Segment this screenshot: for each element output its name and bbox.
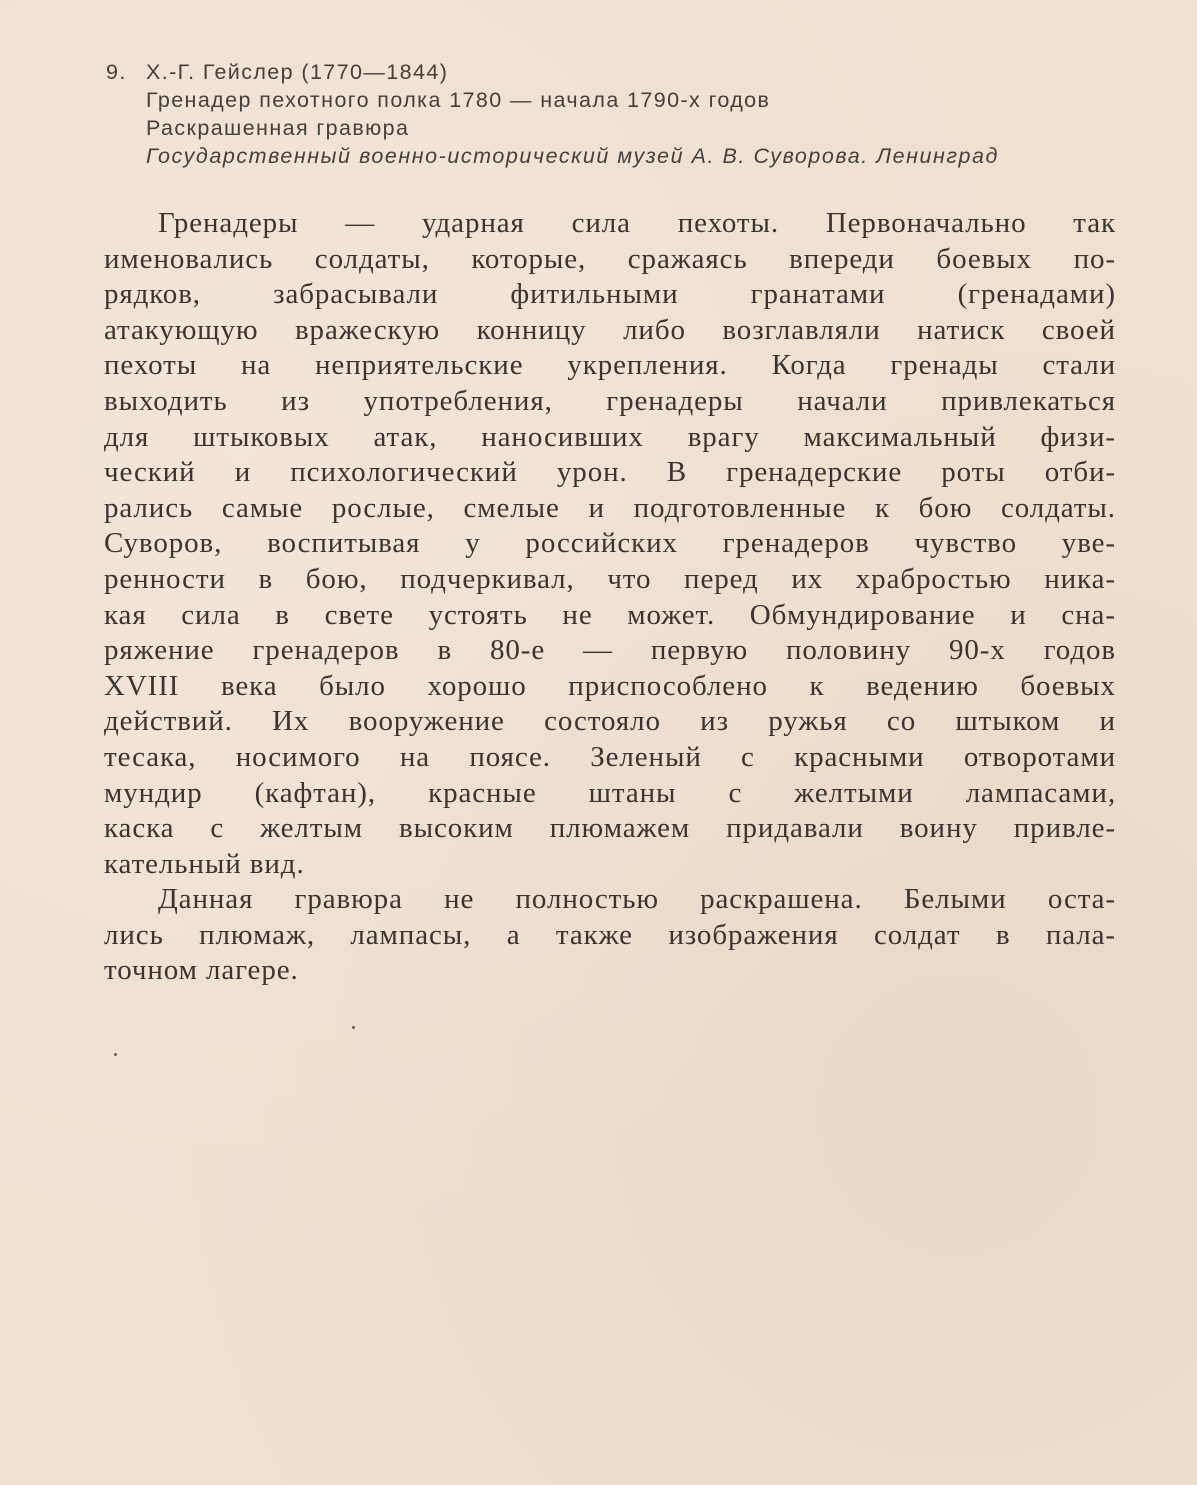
word: перед: [684, 562, 759, 595]
word: отби-: [1044, 456, 1116, 489]
word: и: [588, 491, 605, 524]
text-line: кательный вид.: [104, 847, 305, 880]
word: и: [1010, 598, 1027, 631]
word: самые: [221, 491, 304, 524]
word: именовались: [104, 242, 274, 275]
word: (кафтан),: [254, 776, 377, 809]
word: к: [809, 669, 825, 702]
word: рались: [104, 491, 194, 524]
word: состояло: [544, 705, 661, 738]
word: с: [728, 776, 743, 809]
text-line: [104, 740, 1116, 776]
word: 90-х: [948, 634, 1006, 667]
paragraph-1: [104, 206, 1116, 882]
word: по-: [1073, 242, 1116, 275]
word: действий.: [104, 705, 233, 738]
word: привлекаться: [941, 384, 1116, 417]
caption-author-line: [106, 58, 1116, 86]
word: желтыми: [794, 776, 914, 809]
word: воину: [899, 812, 978, 845]
word: гренадеров: [252, 634, 400, 667]
word: начали: [797, 384, 888, 417]
word: смелые: [463, 491, 560, 524]
word: подчеркивал,: [400, 562, 575, 595]
word: отворотами: [963, 740, 1116, 773]
plate-number: 9.: [106, 60, 127, 84]
word: гренадеры: [606, 384, 744, 417]
word: лись: [104, 918, 164, 951]
word: из: [700, 705, 729, 738]
word: привле-: [1013, 812, 1116, 845]
word: рослые,: [331, 491, 435, 524]
word: сна-: [1061, 598, 1116, 631]
word: приспособлено: [568, 669, 768, 702]
word: изображения: [668, 918, 839, 951]
text-line: [104, 206, 1116, 242]
word: чувство: [914, 527, 1017, 560]
word: штаны: [588, 776, 677, 809]
paragraph-2: [104, 882, 1116, 989]
word: либо: [623, 313, 686, 346]
word: так: [1073, 207, 1116, 239]
word: сила: [571, 207, 631, 239]
word: у: [465, 527, 481, 560]
word: каска: [104, 812, 175, 845]
word: не: [444, 883, 475, 916]
word: в: [995, 918, 1011, 951]
word: бою: [918, 491, 973, 524]
word: физи-: [1040, 420, 1116, 453]
text-line: [104, 491, 1116, 527]
text-line: [104, 633, 1116, 669]
word: (гренадами): [957, 278, 1116, 311]
word: Их: [272, 705, 310, 738]
word: плюмаж,: [199, 918, 315, 951]
word: пала-: [1045, 918, 1116, 951]
word: солдат: [873, 918, 961, 951]
word: В: [666, 456, 688, 489]
word: гравюра: [294, 883, 403, 916]
caption-author: Х.-Г. Гейслер (1770—1844): [146, 60, 449, 84]
word: хорошо: [427, 669, 527, 702]
word: фитильными: [510, 278, 679, 311]
word: врагу: [687, 420, 760, 453]
word: плюмажем: [549, 812, 691, 845]
text-line: [104, 669, 1116, 705]
word: в: [275, 598, 290, 631]
text-line: [104, 918, 1116, 954]
word: не: [562, 598, 593, 631]
word: в: [437, 634, 453, 667]
word: урон.: [556, 456, 628, 489]
text-line: [104, 277, 1116, 313]
word: ника-: [1044, 562, 1116, 595]
word: выходить: [104, 384, 228, 417]
word: к: [874, 491, 890, 524]
word: Данная: [158, 883, 254, 916]
word: сила: [181, 598, 241, 631]
word: придавали: [726, 812, 864, 845]
word: солдаты,: [314, 242, 430, 275]
word: устоять: [428, 598, 528, 631]
word: красными: [794, 740, 925, 773]
word: ряжение: [104, 634, 215, 667]
text-line: точном лагере.: [104, 954, 299, 987]
plate-caption: [106, 58, 1116, 170]
word: атак,: [373, 420, 438, 453]
word: натиск: [917, 313, 1006, 346]
text-line: [104, 348, 1116, 384]
word: половину: [786, 634, 912, 667]
word: их: [791, 562, 824, 595]
word: из: [281, 384, 310, 417]
word: годов: [1043, 634, 1116, 667]
word: с: [741, 740, 755, 773]
text-line: [104, 455, 1116, 491]
word: психологический: [290, 456, 518, 489]
word: вооружение: [348, 705, 505, 738]
word: гренады: [890, 349, 999, 382]
word: пехоты.: [677, 207, 779, 239]
word: российских: [525, 527, 678, 560]
word: уве-: [1061, 527, 1116, 560]
word: роты: [941, 456, 1006, 489]
word: вражескую: [294, 313, 441, 346]
word: штыковых: [193, 420, 330, 453]
word: на: [240, 349, 272, 382]
caption-title: Гренадер пехотного полка 1780 — начала 1790-х годов: [146, 88, 771, 112]
word: сражаясь: [627, 242, 748, 275]
word: атакующую: [104, 313, 259, 346]
word: на: [399, 740, 431, 773]
word: мундир: [104, 776, 203, 809]
word: лампасами,: [965, 776, 1116, 809]
word: гренадерские: [726, 456, 903, 489]
word: максимальный: [803, 420, 997, 453]
word: боевых: [936, 242, 1032, 275]
word: бою,: [305, 562, 368, 595]
word: что: [607, 562, 652, 595]
text-line: [104, 313, 1116, 349]
text-line: [104, 526, 1116, 562]
word: Суворов,: [104, 527, 223, 560]
text-line: [104, 562, 1116, 598]
word: полностью: [515, 883, 659, 916]
text-line: [104, 882, 1116, 918]
word: укрепления.: [567, 349, 728, 382]
word: рядков,: [104, 278, 201, 311]
word: а: [506, 918, 521, 951]
paper-speck: [352, 1026, 355, 1029]
word: воспитывая: [267, 527, 421, 560]
word: свете: [324, 598, 394, 631]
word: которые,: [471, 242, 587, 275]
word: раскрашена.: [700, 883, 863, 916]
word: храбростью: [855, 562, 1012, 595]
text-line: [104, 242, 1116, 278]
word: может.: [627, 598, 716, 631]
word: Гренадеры: [158, 207, 299, 239]
word: тесака,: [104, 740, 197, 773]
text-line: [104, 811, 1116, 847]
word: Когда: [771, 349, 847, 382]
word: лампасы,: [350, 918, 472, 951]
word: пехоты: [104, 349, 198, 382]
caption-museum: Государственный военно-исторический музей А. В. Суворова. Ленинград: [146, 144, 999, 168]
word: оста-: [1047, 883, 1116, 916]
word: —: [583, 634, 613, 667]
word: для: [104, 420, 150, 453]
word: с: [210, 812, 225, 845]
word: употребления,: [363, 384, 553, 417]
word: гранатами: [750, 278, 886, 311]
word: штыком: [955, 705, 1061, 738]
word: наносивших: [481, 420, 644, 453]
word: было: [319, 669, 386, 702]
word: впереди: [789, 242, 895, 275]
word: неприятельские: [315, 349, 524, 382]
word: в: [258, 562, 274, 595]
caption-technique: Раскрашенная гравюра: [146, 116, 410, 140]
word: века: [220, 669, 278, 702]
text-line: [104, 598, 1116, 634]
word: ружья: [768, 705, 848, 738]
description-text: [104, 206, 1116, 989]
word: ведению: [866, 669, 979, 702]
word: конницу: [476, 313, 587, 346]
word: 80-е: [489, 634, 546, 667]
word: солдаты.: [1000, 491, 1116, 524]
word: подготовленные: [633, 491, 847, 524]
word: стали: [1042, 349, 1116, 382]
text-line: [104, 704, 1116, 740]
word: боевых: [1020, 669, 1116, 702]
text-line: [104, 384, 1116, 420]
word: забрасывали: [273, 278, 439, 311]
word: желтым: [260, 812, 364, 845]
word: высоким: [398, 812, 514, 845]
word: поясе.: [469, 740, 551, 773]
text-line: [104, 420, 1116, 456]
word: и: [1099, 705, 1116, 738]
word: ческий: [104, 456, 196, 489]
word: первую: [650, 634, 749, 667]
word: Обмундирование: [749, 598, 976, 631]
word: кая: [104, 598, 147, 631]
word: гренадеров: [722, 527, 870, 560]
word: XVIII: [104, 669, 180, 702]
word: носимого: [235, 740, 361, 773]
word: своей: [1041, 313, 1116, 346]
word: ударная: [421, 207, 525, 239]
word: Белыми: [903, 883, 1007, 916]
word: Зеленый: [590, 740, 702, 773]
word: и: [234, 456, 252, 489]
word: со: [886, 705, 917, 738]
word: Первоначально: [825, 207, 1027, 239]
paper-speck: [114, 1053, 117, 1056]
word: красные: [428, 776, 537, 809]
text-line: [104, 776, 1116, 812]
word: также: [555, 918, 633, 951]
word: возглавляли: [722, 313, 881, 346]
word: ренности: [104, 562, 226, 595]
word: —: [345, 207, 376, 239]
